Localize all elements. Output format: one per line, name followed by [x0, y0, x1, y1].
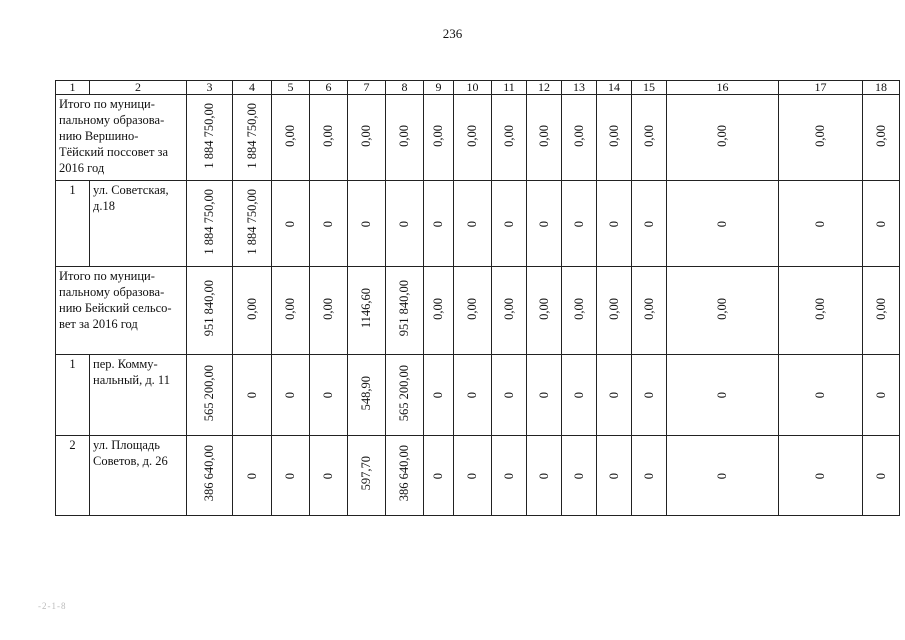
value-cell [562, 267, 597, 355]
value-text: 0 [606, 392, 621, 399]
value-cell [187, 355, 233, 436]
value-cell [527, 267, 562, 355]
value-cell [632, 355, 667, 436]
value-cell [527, 181, 562, 267]
value-cell [272, 181, 310, 267]
value-text: 0 [283, 220, 297, 227]
value-text: 565 200,00 [397, 364, 411, 422]
value-text: 0 [873, 472, 888, 479]
value-text: 0,00 [397, 124, 411, 147]
value-cell [597, 95, 632, 181]
value-cell [424, 436, 454, 516]
value-text: 0,00 [715, 297, 729, 320]
value-text: 0 [397, 220, 411, 227]
column-number: 12 [527, 81, 562, 95]
value-cell [348, 267, 386, 355]
value-text: 0 [641, 392, 656, 399]
value-cell [863, 436, 900, 516]
value-text: 0,00 [873, 124, 888, 147]
value-text: 0,00 [431, 124, 445, 147]
value-text: 0 [431, 220, 445, 227]
value-text: 0,00 [431, 297, 445, 320]
value-cell [667, 267, 779, 355]
value-text: 0 [321, 472, 335, 479]
value-cell [187, 267, 233, 355]
address-cell: ул. Советская, д.18 [90, 181, 187, 267]
value-cell [667, 95, 779, 181]
value-text: 0 [641, 220, 656, 227]
value-text: 0,00 [283, 124, 297, 147]
value-cell [562, 355, 597, 436]
value-cell [233, 436, 272, 516]
value-cell [863, 267, 900, 355]
column-number: 3 [187, 81, 233, 95]
value-text: 0 [465, 220, 479, 227]
value-text: 0,00 [536, 124, 551, 147]
value-cell [348, 181, 386, 267]
value-text: 0 [641, 472, 656, 479]
column-number: 10 [454, 81, 492, 95]
row-number: 1 [56, 355, 90, 436]
page-number: 236 [442, 26, 463, 41]
value-text: 0 [244, 392, 259, 399]
value-cell [348, 436, 386, 516]
value-cell [492, 267, 527, 355]
value-text: 0 [321, 392, 335, 399]
value-text: 565 200,00 [202, 364, 216, 422]
value-text: 386 640,00 [397, 445, 411, 502]
column-number-row [56, 81, 900, 95]
value-cell [187, 436, 233, 516]
value-text: 1 884 750,00 [244, 188, 259, 255]
value-cell [492, 436, 527, 516]
value-cell [386, 267, 424, 355]
value-cell [562, 95, 597, 181]
value-cell [386, 181, 424, 267]
value-text: 0 [606, 472, 621, 479]
column-number: 13 [562, 81, 597, 95]
value-cell [527, 95, 562, 181]
value-cell [386, 436, 424, 516]
column-number: 4 [233, 81, 272, 95]
value-cell [597, 436, 632, 516]
value-cell [632, 267, 667, 355]
value-cell [272, 95, 310, 181]
value-cell [597, 181, 632, 267]
value-cell [272, 267, 310, 355]
value-cell [454, 267, 492, 355]
value-text: 0 [571, 392, 586, 399]
total-label: Итого по муници-пальному образова-нию Вершино-Тёйский поссовет за 2016 год [56, 95, 187, 181]
value-cell [492, 355, 527, 436]
column-number: 16 [667, 81, 779, 95]
column-number: 17 [779, 81, 863, 95]
value-cell [187, 95, 233, 181]
value-cell [310, 181, 348, 267]
value-text: 0 [571, 472, 586, 479]
value-text: 0 [536, 220, 551, 227]
value-cell [424, 95, 454, 181]
column-number: 7 [348, 81, 386, 95]
value-cell [272, 355, 310, 436]
value-cell [454, 355, 492, 436]
value-text: 548,90 [359, 375, 373, 411]
total-row [56, 267, 900, 355]
value-cell [779, 95, 863, 181]
footer-mark: -2-1-8 [38, 601, 67, 611]
value-text: 0,00 [359, 124, 373, 147]
value-text: 0,00 [501, 297, 516, 320]
value-cell [667, 355, 779, 436]
value-text: 0 [431, 472, 445, 479]
value-cell [454, 181, 492, 267]
value-cell [386, 355, 424, 436]
value-cell [454, 95, 492, 181]
value-text: 0 [715, 392, 729, 399]
value-cell [562, 436, 597, 516]
value-cell [632, 181, 667, 267]
value-cell [233, 355, 272, 436]
value-text: 0 [465, 392, 479, 399]
value-text: 0 [813, 472, 827, 479]
value-cell [492, 181, 527, 267]
value-text: 0 [813, 220, 827, 227]
column-number: 2 [90, 81, 187, 95]
value-text: 0 [571, 220, 586, 227]
value-text: 0 [283, 392, 297, 399]
value-cell [454, 436, 492, 516]
value-cell [779, 355, 863, 436]
value-text: 0,00 [571, 124, 586, 147]
value-text: 0,00 [571, 297, 586, 320]
column-number: 14 [597, 81, 632, 95]
table-row [56, 355, 900, 436]
value-cell [527, 436, 562, 516]
value-cell [386, 95, 424, 181]
value-cell [779, 181, 863, 267]
column-number: 18 [863, 81, 900, 95]
value-text: 1146,60 [359, 288, 373, 329]
table-row [56, 181, 900, 267]
value-text: 1 884 750,00 [244, 102, 259, 169]
value-text: 0 [536, 472, 551, 479]
value-text: 0 [536, 392, 551, 399]
value-cell [863, 355, 900, 436]
value-cell [527, 355, 562, 436]
value-text: 0,00 [501, 124, 516, 147]
row-number: 1 [56, 181, 90, 267]
value-cell [187, 181, 233, 267]
value-text: 0 [501, 392, 516, 399]
value-text: 0,00 [465, 297, 479, 320]
value-text: 0 [283, 472, 297, 479]
column-number: 15 [632, 81, 667, 95]
value-cell [310, 436, 348, 516]
value-text: 0 [431, 392, 445, 399]
value-text: 0,00 [606, 124, 621, 147]
value-cell [233, 267, 272, 355]
value-text: 0 [873, 220, 888, 227]
value-text: 0,00 [244, 297, 259, 320]
value-cell [779, 267, 863, 355]
value-text: 0 [321, 220, 335, 227]
value-text: 0,00 [321, 124, 335, 147]
value-text: 0,00 [536, 297, 551, 320]
value-cell [779, 436, 863, 516]
value-cell [562, 181, 597, 267]
value-cell [233, 95, 272, 181]
column-number: 5 [272, 81, 310, 95]
value-text: 951 840,00 [202, 280, 216, 337]
value-text: 0 [715, 220, 729, 227]
row-number: 2 [56, 436, 90, 516]
column-number: 9 [424, 81, 454, 95]
column-number: 1 [56, 81, 90, 95]
value-text: 0 [813, 392, 827, 399]
value-cell [863, 181, 900, 267]
value-text: 0 [465, 472, 479, 479]
column-number: 6 [310, 81, 348, 95]
value-text: 0,00 [715, 124, 729, 147]
value-cell [424, 267, 454, 355]
value-cell [233, 181, 272, 267]
value-cell [492, 95, 527, 181]
table-row [56, 436, 900, 516]
value-text: 0,00 [641, 124, 656, 147]
value-text: 0 [606, 220, 621, 227]
value-text: 597,70 [359, 456, 373, 491]
value-cell [632, 436, 667, 516]
value-text: 1 884 750,00 [202, 102, 216, 169]
value-text: 0,00 [606, 297, 621, 320]
value-cell [272, 436, 310, 516]
value-text: 0 [715, 472, 729, 479]
value-cell [310, 95, 348, 181]
data-table [55, 80, 900, 516]
value-cell [667, 181, 779, 267]
value-text: 0 [501, 220, 516, 227]
value-cell [667, 436, 779, 516]
address-cell: пер. Комму-нальный, д. 11 [90, 355, 187, 436]
value-text: 386 640,00 [202, 445, 216, 502]
value-text: 0,00 [641, 297, 656, 320]
value-cell [310, 267, 348, 355]
value-cell [424, 181, 454, 267]
value-text: 0 [501, 472, 516, 479]
value-cell [348, 95, 386, 181]
value-text: 0 [359, 220, 373, 227]
value-text: 0,00 [465, 124, 479, 147]
column-number: 8 [386, 81, 424, 95]
value-cell [597, 267, 632, 355]
column-number: 11 [492, 81, 527, 95]
value-cell [310, 355, 348, 436]
value-text: 951 840,00 [397, 280, 411, 337]
value-cell [348, 355, 386, 436]
total-row [56, 95, 900, 181]
value-cell [863, 95, 900, 181]
value-cell [597, 355, 632, 436]
value-text: 0,00 [321, 297, 335, 320]
value-cell [632, 95, 667, 181]
total-label: Итого по муници-пальному образова-нию Бейский сельсо-вет за 2016 год [56, 267, 187, 355]
value-text: 0 [244, 472, 259, 479]
value-text: 1 884 750,00 [202, 188, 216, 255]
value-cell [424, 355, 454, 436]
address-cell: ул. Площадь Советов, д. 26 [90, 436, 187, 516]
value-text: 0,00 [813, 297, 827, 320]
value-text: 0 [873, 392, 888, 399]
value-text: 0,00 [873, 297, 888, 320]
value-text: 0,00 [283, 297, 297, 320]
value-text: 0,00 [813, 124, 827, 147]
